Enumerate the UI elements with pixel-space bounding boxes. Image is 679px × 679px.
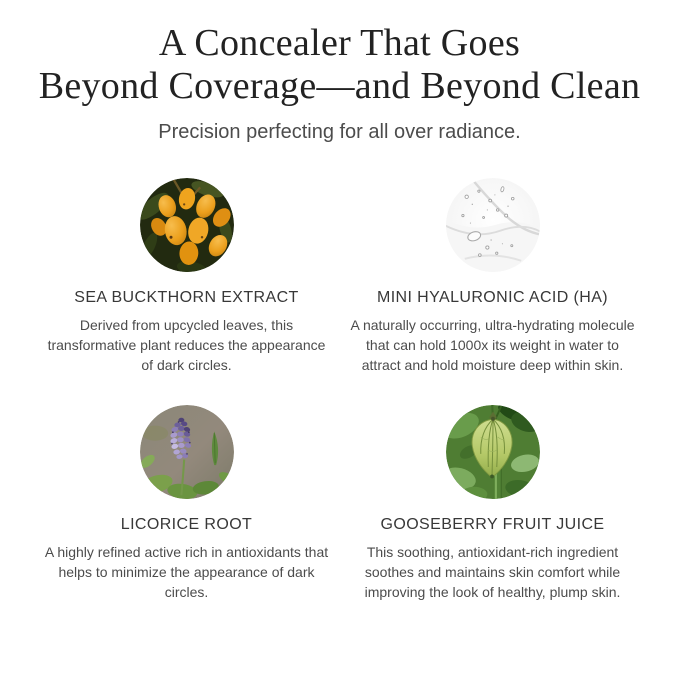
ingredient-name: SEA BUCKTHORN EXTRACT <box>74 288 299 306</box>
clear-gel-texture-photo <box>446 178 540 272</box>
ingredient-name: MINI HYALURONIC ACID (HA) <box>376 288 609 306</box>
page-title <box>10 22 669 109</box>
ingredient-name: LICORICE ROOT <box>120 515 253 533</box>
ingredient-card-sea-buckthorn <box>37 178 337 375</box>
page-title-line2: Beyond Coverage—and Beyond Clean <box>38 65 641 108</box>
ingredient-card-hyaluronic-acid <box>343 178 643 375</box>
ingredient-description: A highly refined active rich in antioxidants that helps to minimize the appearance of dark circles. <box>44 543 329 600</box>
ingredient-description: A naturally occurring, ultra-hydrating molecule that can hold 1000x its weight in water to attract and hold moisture deep within skin. <box>350 316 635 373</box>
sea-buckthorn-berries-photo <box>140 178 234 272</box>
ingredient-name: GOOSEBERRY FRUIT JUICE <box>380 515 605 533</box>
licorice-flower-photo <box>140 405 234 499</box>
ingredient-description: Derived from upcycled leaves, this transformative plant reduces the appearance of dark circles. <box>47 316 326 373</box>
ingredients-grid <box>0 178 679 602</box>
ingredient-card-gooseberry <box>343 405 643 602</box>
page-subtitle: Precision perfecting for all over radiance. <box>158 120 521 143</box>
ingredient-card-licorice-root <box>37 405 337 602</box>
gooseberry-husk-photo <box>446 405 540 499</box>
ingredient-description: This soothing, antioxidant-rich ingredient soothes and maintains skin comfort while improving the look of healthy, plump skin. <box>364 543 621 600</box>
page-title-line1: A Concealer That Goes <box>158 22 521 64</box>
